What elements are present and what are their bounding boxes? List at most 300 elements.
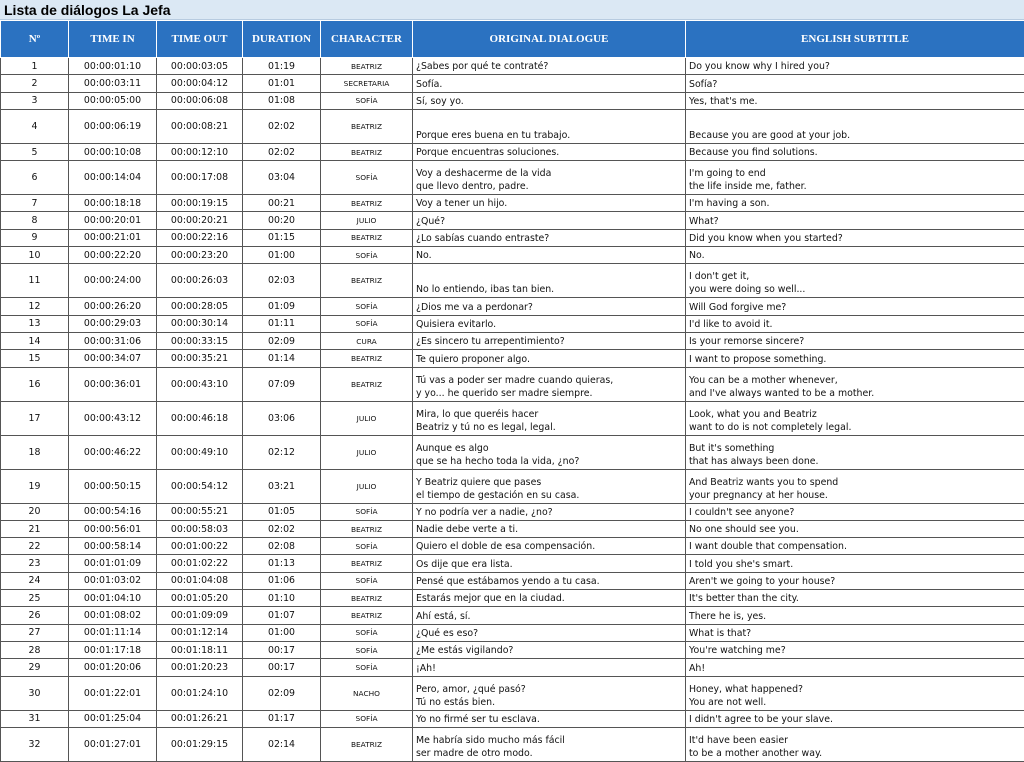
cell-number[interactable]: 6	[1, 161, 69, 195]
cell-english-subtitle[interactable]	[686, 367, 1024, 401]
dialogue-line: And Beatriz wants you to spend	[689, 476, 1022, 489]
cell-number[interactable]: 7	[1, 195, 69, 212]
dialogue-line: I'm having a son.	[689, 197, 1022, 210]
dialogue-line: Is your remorse sincere?	[689, 335, 1022, 348]
cell-english-subtitle[interactable]	[686, 212, 1024, 229]
dialogue-line: ¿Qué es eso?	[416, 627, 683, 640]
cell-time-in[interactable]: 00:00:29:03	[69, 315, 157, 332]
table-body	[1, 58, 1024, 762]
cell-character[interactable]: SOFÍA	[321, 92, 413, 109]
cell-duration[interactable]: 01:10	[243, 590, 321, 607]
cell-character[interactable]: SOFÍA	[321, 710, 413, 727]
cell-time-in[interactable]: 00:01:01:09	[69, 555, 157, 572]
cell-time-in[interactable]: 00:00:34:07	[69, 350, 157, 367]
cell-time-in[interactable]: 00:01:04:10	[69, 590, 157, 607]
cell-original-dialogue[interactable]	[413, 212, 686, 229]
cell-number[interactable]: 29	[1, 659, 69, 676]
cell-character[interactable]: JULIO	[321, 435, 413, 469]
dialogue-line: y yo... he querido ser madre siempre.	[416, 387, 683, 400]
cell-time-in[interactable]: 00:01:03:02	[69, 572, 157, 589]
cell-character[interactable]: BEATRIZ	[321, 195, 413, 212]
cell-character[interactable]: SOFÍA	[321, 247, 413, 264]
table-row	[1, 332, 1024, 349]
cell-english-subtitle[interactable]	[686, 435, 1024, 469]
cell-character[interactable]: SOFÍA	[321, 503, 413, 520]
cell-time-out[interactable]: 00:00:46:18	[157, 401, 243, 435]
dialogue-line: Voy a tener un hijo.	[416, 197, 683, 210]
cell-time-out[interactable]: 00:01:29:15	[157, 727, 243, 761]
cell-original-dialogue[interactable]	[413, 195, 686, 212]
cell-english-subtitle[interactable]	[686, 58, 1024, 75]
cell-original-dialogue[interactable]	[413, 229, 686, 246]
cell-original-dialogue[interactable]	[413, 75, 686, 92]
dialogue-line: Sí, soy yo.	[416, 95, 683, 108]
table-row	[1, 212, 1024, 229]
cell-time-in[interactable]: 00:00:50:15	[69, 469, 157, 503]
cell-original-dialogue[interactable]	[413, 92, 686, 109]
cell-duration[interactable]: 01:14	[243, 350, 321, 367]
cell-number[interactable]: 11	[1, 264, 69, 298]
cell-character[interactable]: BEATRIZ	[321, 590, 413, 607]
cell-character[interactable]: BEATRIZ	[321, 367, 413, 401]
header-english-subtitle[interactable]: ENGLISH SUBTITLE	[686, 21, 1024, 58]
cell-duration[interactable]: 02:02	[243, 520, 321, 537]
cell-duration[interactable]: 01:11	[243, 315, 321, 332]
cell-duration[interactable]: 01:01	[243, 75, 321, 92]
cell-duration[interactable]: 01:07	[243, 607, 321, 624]
dialogue-line: Ahí está, sí.	[416, 610, 683, 623]
table-row	[1, 590, 1024, 607]
header-original-dialogue[interactable]: ORIGINAL DIALOGUE	[413, 21, 686, 58]
table-row	[1, 195, 1024, 212]
cell-number[interactable]: 31	[1, 710, 69, 727]
dialogue-line: Aunque es algo	[416, 442, 683, 455]
cell-character[interactable]: BEATRIZ	[321, 607, 413, 624]
cell-number[interactable]: 21	[1, 520, 69, 537]
cell-duration[interactable]: 02:09	[243, 332, 321, 349]
cell-time-out[interactable]: 00:00:17:08	[157, 161, 243, 195]
dialogue-line: Porque encuentras soluciones.	[416, 146, 683, 159]
cell-original-dialogue[interactable]	[413, 298, 686, 315]
cell-duration[interactable]: 01:00	[243, 247, 321, 264]
cell-number[interactable]: 4	[1, 109, 69, 143]
cell-character[interactable]: SOFÍA	[321, 538, 413, 555]
table-row	[1, 624, 1024, 641]
cell-duration[interactable]: 01:17	[243, 710, 321, 727]
cell-number[interactable]: 27	[1, 624, 69, 641]
dialogue-line: Mira, lo que queréis hacer	[416, 408, 683, 421]
cell-time-in[interactable]: 00:01:17:18	[69, 641, 157, 658]
cell-time-out[interactable]: 00:01:04:08	[157, 572, 243, 589]
cell-time-out[interactable]: 00:00:33:15	[157, 332, 243, 349]
table-row	[1, 58, 1024, 75]
cell-character[interactable]: BEATRIZ	[321, 143, 413, 160]
cell-number[interactable]: 2	[1, 75, 69, 92]
cell-time-in[interactable]: 00:01:11:14	[69, 624, 157, 641]
header-time-in[interactable]: TIME IN	[69, 21, 157, 58]
dialogue-line: Te quiero proponer algo.	[416, 353, 683, 366]
cell-character[interactable]: BEATRIZ	[321, 109, 413, 143]
cell-character[interactable]: BEATRIZ	[321, 58, 413, 75]
cell-character[interactable]: BEATRIZ	[321, 727, 413, 761]
cell-time-in[interactable]: 00:01:08:02	[69, 607, 157, 624]
cell-time-out[interactable]: 00:00:22:16	[157, 229, 243, 246]
cell-time-in[interactable]: 00:00:43:12	[69, 401, 157, 435]
cell-english-subtitle[interactable]	[686, 659, 1024, 676]
cell-number[interactable]: 23	[1, 555, 69, 572]
cell-number[interactable]: 5	[1, 143, 69, 160]
cell-original-dialogue[interactable]	[413, 590, 686, 607]
cell-number[interactable]: 8	[1, 212, 69, 229]
cell-number[interactable]: 18	[1, 435, 69, 469]
cell-english-subtitle[interactable]	[686, 332, 1024, 349]
cell-original-dialogue[interactable]	[413, 676, 686, 710]
table-row	[1, 520, 1024, 537]
cell-duration[interactable]: 01:09	[243, 298, 321, 315]
dialogue-line: Pero, amor, ¿qué pasó?	[416, 683, 683, 696]
cell-english-subtitle[interactable]	[686, 727, 1024, 761]
cell-original-dialogue[interactable]	[413, 264, 686, 298]
cell-time-in[interactable]: 00:01:27:01	[69, 727, 157, 761]
dialogue-line: Quisiera evitarlo.	[416, 318, 683, 331]
dialogue-line: You are not well.	[689, 696, 1022, 709]
cell-duration[interactable]: 01:05	[243, 503, 321, 520]
cell-duration[interactable]: 01:15	[243, 229, 321, 246]
header-row	[1, 21, 1024, 58]
cell-duration[interactable]: 02:14	[243, 727, 321, 761]
cell-duration[interactable]: 00:17	[243, 641, 321, 658]
dialogue-line: There he is, yes.	[689, 610, 1022, 623]
dialogue-line: ¿Me estás vigilando?	[416, 644, 683, 657]
cell-number[interactable]: 22	[1, 538, 69, 555]
dialogue-line: I couldn't see anyone?	[689, 506, 1022, 519]
dialogue-line: to be a mother another way.	[689, 747, 1022, 760]
table-row	[1, 92, 1024, 109]
cell-time-in[interactable]: 00:00:24:00	[69, 264, 157, 298]
cell-character[interactable]: BEATRIZ	[321, 520, 413, 537]
cell-time-out[interactable]: 00:00:06:08	[157, 92, 243, 109]
table-row	[1, 350, 1024, 367]
cell-english-subtitle[interactable]	[686, 298, 1024, 315]
cell-original-dialogue[interactable]	[413, 469, 686, 503]
cell-original-dialogue[interactable]	[413, 58, 686, 75]
cell-time-in[interactable]: 00:01:22:01	[69, 676, 157, 710]
dialogue-line: Sofía.	[416, 78, 683, 91]
dialogue-line: Me habría sido mucho más fácil	[416, 734, 683, 747]
dialogue-line: Will God forgive me?	[689, 301, 1022, 314]
cell-time-out[interactable]: 00:00:54:12	[157, 469, 243, 503]
cell-time-in[interactable]: 00:01:20:06	[69, 659, 157, 676]
cell-english-subtitle[interactable]	[686, 350, 1024, 367]
cell-number[interactable]: 26	[1, 607, 69, 624]
cell-time-in[interactable]: 00:00:21:01	[69, 229, 157, 246]
cell-english-subtitle[interactable]	[686, 75, 1024, 92]
title-bar	[0, 0, 1024, 20]
table-row	[1, 676, 1024, 710]
cell-time-in[interactable]: 00:00:18:18	[69, 195, 157, 212]
dialogue-line: Aren't we going to your house?	[689, 575, 1022, 588]
cell-english-subtitle[interactable]	[686, 676, 1024, 710]
cell-original-dialogue[interactable]	[413, 401, 686, 435]
cell-time-in[interactable]: 00:00:58:14	[69, 538, 157, 555]
cell-english-subtitle[interactable]	[686, 229, 1024, 246]
table-row	[1, 538, 1024, 555]
cell-english-subtitle[interactable]	[686, 469, 1024, 503]
cell-original-dialogue[interactable]	[413, 247, 686, 264]
cell-time-out[interactable]: 00:00:08:21	[157, 109, 243, 143]
cell-time-out[interactable]: 00:01:02:22	[157, 555, 243, 572]
cell-english-subtitle[interactable]	[686, 710, 1024, 727]
header-character[interactable]: CHARACTER	[321, 21, 413, 58]
dialogue-line: I didn't agree to be your slave.	[689, 713, 1022, 726]
cell-original-dialogue[interactable]	[413, 727, 686, 761]
cell-english-subtitle[interactable]	[686, 264, 1024, 298]
cell-duration[interactable]: 03:21	[243, 469, 321, 503]
cell-number[interactable]: 13	[1, 315, 69, 332]
cell-time-out[interactable]: 00:01:09:09	[157, 607, 243, 624]
cell-time-out[interactable]: 00:01:18:11	[157, 641, 243, 658]
cell-time-in[interactable]: 00:00:46:22	[69, 435, 157, 469]
cell-english-subtitle[interactable]	[686, 247, 1024, 264]
cell-time-in[interactable]: 00:00:06:19	[69, 109, 157, 143]
cell-time-in[interactable]: 00:00:26:20	[69, 298, 157, 315]
cell-character[interactable]: BEATRIZ	[321, 350, 413, 367]
cell-number[interactable]: 25	[1, 590, 69, 607]
cell-duration[interactable]: 01:19	[243, 58, 321, 75]
cell-time-in[interactable]: 00:00:36:01	[69, 367, 157, 401]
dialogue-line: Quiero el doble de esa compensación.	[416, 540, 683, 553]
cell-time-out[interactable]: 00:01:20:23	[157, 659, 243, 676]
cell-original-dialogue[interactable]	[413, 350, 686, 367]
cell-duration[interactable]: 07:09	[243, 367, 321, 401]
cell-duration[interactable]: 03:04	[243, 161, 321, 195]
cell-time-in[interactable]: 00:00:54:16	[69, 503, 157, 520]
dialogue-line: I want to propose something.	[689, 353, 1022, 366]
cell-character[interactable]: SOFÍA	[321, 161, 413, 195]
cell-english-subtitle[interactable]	[686, 195, 1024, 212]
cell-english-subtitle[interactable]	[686, 590, 1024, 607]
cell-duration[interactable]: 01:08	[243, 92, 321, 109]
cell-time-out[interactable]: 00:01:24:10	[157, 676, 243, 710]
cell-time-out[interactable]: 00:00:20:21	[157, 212, 243, 229]
cell-time-in[interactable]: 00:00:10:08	[69, 143, 157, 160]
cell-duration[interactable]: 01:13	[243, 555, 321, 572]
table-row	[1, 143, 1024, 160]
cell-number[interactable]: 3	[1, 92, 69, 109]
cell-number[interactable]: 14	[1, 332, 69, 349]
cell-number[interactable]: 12	[1, 298, 69, 315]
cell-english-subtitle[interactable]	[686, 555, 1024, 572]
cell-english-subtitle[interactable]	[686, 109, 1024, 143]
cell-character[interactable]: BEATRIZ	[321, 264, 413, 298]
cell-english-subtitle[interactable]	[686, 161, 1024, 195]
cell-original-dialogue[interactable]	[413, 143, 686, 160]
cell-english-subtitle[interactable]	[686, 92, 1024, 109]
dialogue-line: No one should see you.	[689, 523, 1022, 536]
cell-original-dialogue[interactable]	[413, 367, 686, 401]
cell-english-subtitle[interactable]	[686, 520, 1024, 537]
cell-time-in[interactable]: 00:00:56:01	[69, 520, 157, 537]
cell-time-out[interactable]: 00:00:28:05	[157, 298, 243, 315]
cell-character[interactable]: SOFÍA	[321, 659, 413, 676]
cell-time-in[interactable]: 00:00:31:06	[69, 332, 157, 349]
cell-duration[interactable]: 00:21	[243, 195, 321, 212]
cell-time-out[interactable]: 00:00:43:10	[157, 367, 243, 401]
dialogue-line: Yes, that's me.	[689, 95, 1022, 108]
cell-duration[interactable]: 02:08	[243, 538, 321, 555]
dialogue-line: I want double that compensation.	[689, 540, 1022, 553]
cell-character[interactable]: BEATRIZ	[321, 555, 413, 572]
table-row	[1, 367, 1024, 401]
cell-duration[interactable]: 00:20	[243, 212, 321, 229]
cell-original-dialogue[interactable]	[413, 435, 686, 469]
cell-original-dialogue[interactable]	[413, 659, 686, 676]
cell-character[interactable]: BEATRIZ	[321, 229, 413, 246]
dialogue-line: It'd have been easier	[689, 734, 1022, 747]
table-row	[1, 469, 1024, 503]
cell-number[interactable]: 17	[1, 401, 69, 435]
dialogue-line: Os dije que era lista.	[416, 558, 683, 571]
table-row	[1, 659, 1024, 676]
cell-duration[interactable]: 02:09	[243, 676, 321, 710]
header-duration[interactable]: DURATION	[243, 21, 321, 58]
cell-time-out[interactable]: 00:01:26:21	[157, 710, 243, 727]
cell-english-subtitle[interactable]	[686, 315, 1024, 332]
cell-time-out[interactable]: 00:00:19:15	[157, 195, 243, 212]
cell-character[interactable]: SOFÍA	[321, 572, 413, 589]
cell-number[interactable]: 9	[1, 229, 69, 246]
cell-number[interactable]: 16	[1, 367, 69, 401]
cell-time-out[interactable]: 00:00:49:10	[157, 435, 243, 469]
cell-character[interactable]: SOFÍA	[321, 624, 413, 641]
cell-english-subtitle[interactable]	[686, 401, 1024, 435]
dialogue-line: el tiempo de gestación en su casa.	[416, 489, 683, 502]
cell-duration[interactable]: 02:02	[243, 143, 321, 160]
dialogue-line: Voy a deshacerme de la vida	[416, 167, 683, 180]
cell-time-out[interactable]: 00:00:26:03	[157, 264, 243, 298]
table-row	[1, 229, 1024, 246]
cell-english-subtitle[interactable]	[686, 143, 1024, 160]
cell-time-in[interactable]: 00:00:20:01	[69, 212, 157, 229]
cell-original-dialogue[interactable]	[413, 315, 686, 332]
cell-original-dialogue[interactable]	[413, 520, 686, 537]
cell-character[interactable]: SECRETARIA	[321, 75, 413, 92]
cell-original-dialogue[interactable]	[413, 503, 686, 520]
cell-duration[interactable]: 00:17	[243, 659, 321, 676]
dialogue-line: You're watching me?	[689, 644, 1022, 657]
dialogue-line: Tú vas a poder ser madre cuando quieras,	[416, 374, 683, 387]
cell-duration[interactable]: 01:00	[243, 624, 321, 641]
cell-time-out[interactable]: 00:01:00:22	[157, 538, 243, 555]
dialogue-line: Do you know why I hired you?	[689, 60, 1022, 73]
cell-number[interactable]: 24	[1, 572, 69, 589]
cell-english-subtitle[interactable]	[686, 641, 1024, 658]
cell-time-out[interactable]: 00:00:04:12	[157, 75, 243, 92]
cell-time-in[interactable]: 00:00:05:00	[69, 92, 157, 109]
cell-time-out[interactable]: 00:00:55:21	[157, 503, 243, 520]
dialogue-line: You can be a mother whenever,	[689, 374, 1022, 387]
dialogue-line: But it's something	[689, 442, 1022, 455]
cell-english-subtitle[interactable]	[686, 607, 1024, 624]
cell-duration[interactable]: 02:12	[243, 435, 321, 469]
table-row	[1, 298, 1024, 315]
cell-number[interactable]: 15	[1, 350, 69, 367]
cell-number[interactable]: 10	[1, 247, 69, 264]
cell-number[interactable]: 32	[1, 727, 69, 761]
dialogue-line: Estarás mejor que en la ciudad.	[416, 592, 683, 605]
dialogue-line: que se ha hecho toda la vida, ¿no?	[416, 455, 683, 468]
cell-time-out[interactable]: 00:01:05:20	[157, 590, 243, 607]
cell-character[interactable]: SOFÍA	[321, 315, 413, 332]
cell-character[interactable]: JULIO	[321, 212, 413, 229]
table-row	[1, 315, 1024, 332]
cell-number[interactable]: 30	[1, 676, 69, 710]
cell-english-subtitle[interactable]	[686, 538, 1024, 555]
dialogue-line: que llevo dentro, padre.	[416, 180, 683, 193]
cell-character[interactable]: JULIO	[321, 401, 413, 435]
cell-time-out[interactable]: 00:00:03:05	[157, 58, 243, 75]
cell-time-in[interactable]: 00:00:03:11	[69, 75, 157, 92]
cell-time-out[interactable]: 00:00:30:14	[157, 315, 243, 332]
cell-original-dialogue[interactable]	[413, 641, 686, 658]
cell-time-in[interactable]: 00:00:22:20	[69, 247, 157, 264]
header-number[interactable]: Nº	[1, 21, 69, 58]
cell-time-out[interactable]: 00:00:35:21	[157, 350, 243, 367]
cell-duration[interactable]: 01:06	[243, 572, 321, 589]
cell-number[interactable]: 28	[1, 641, 69, 658]
cell-duration[interactable]: 02:03	[243, 264, 321, 298]
cell-original-dialogue[interactable]	[413, 538, 686, 555]
cell-original-dialogue[interactable]	[413, 607, 686, 624]
cell-time-out[interactable]: 00:00:12:10	[157, 143, 243, 160]
cell-original-dialogue[interactable]	[413, 710, 686, 727]
cell-character[interactable]: CURA	[321, 332, 413, 349]
cell-english-subtitle[interactable]	[686, 503, 1024, 520]
cell-number[interactable]: 1	[1, 58, 69, 75]
cell-time-in[interactable]: 00:01:25:04	[69, 710, 157, 727]
cell-character[interactable]: SOFÍA	[321, 641, 413, 658]
cell-english-subtitle[interactable]	[686, 572, 1024, 589]
cell-time-out[interactable]: 00:01:12:14	[157, 624, 243, 641]
cell-time-out[interactable]: 00:00:23:20	[157, 247, 243, 264]
cell-original-dialogue[interactable]	[413, 624, 686, 641]
cell-duration[interactable]: 03:06	[243, 401, 321, 435]
table-row	[1, 161, 1024, 195]
dialogue-line: ¿Lo sabías cuando entraste?	[416, 232, 683, 245]
dialogue-line: What?	[689, 215, 1022, 228]
cell-english-subtitle[interactable]	[686, 624, 1024, 641]
cell-number[interactable]: 19	[1, 469, 69, 503]
cell-character[interactable]: NACHO	[321, 676, 413, 710]
cell-time-in[interactable]: 00:00:14:04	[69, 161, 157, 195]
dialogue-line: Tú no estás bien.	[416, 696, 683, 709]
cell-character[interactable]: JULIO	[321, 469, 413, 503]
header-time-out[interactable]: TIME OUT	[157, 21, 243, 58]
cell-original-dialogue[interactable]	[413, 572, 686, 589]
table-row	[1, 247, 1024, 264]
cell-number[interactable]: 20	[1, 503, 69, 520]
dialogue-line: Did you know when you started?	[689, 232, 1022, 245]
cell-time-in[interactable]: 00:00:01:10	[69, 58, 157, 75]
cell-time-out[interactable]: 00:00:58:03	[157, 520, 243, 537]
cell-original-dialogue[interactable]	[413, 555, 686, 572]
cell-character[interactable]: SOFÍA	[321, 298, 413, 315]
cell-original-dialogue[interactable]	[413, 161, 686, 195]
cell-duration[interactable]: 02:02	[243, 109, 321, 143]
cell-original-dialogue[interactable]	[413, 332, 686, 349]
cell-original-dialogue[interactable]	[413, 109, 686, 143]
dialogue-line: Because you find solutions.	[689, 146, 1022, 159]
